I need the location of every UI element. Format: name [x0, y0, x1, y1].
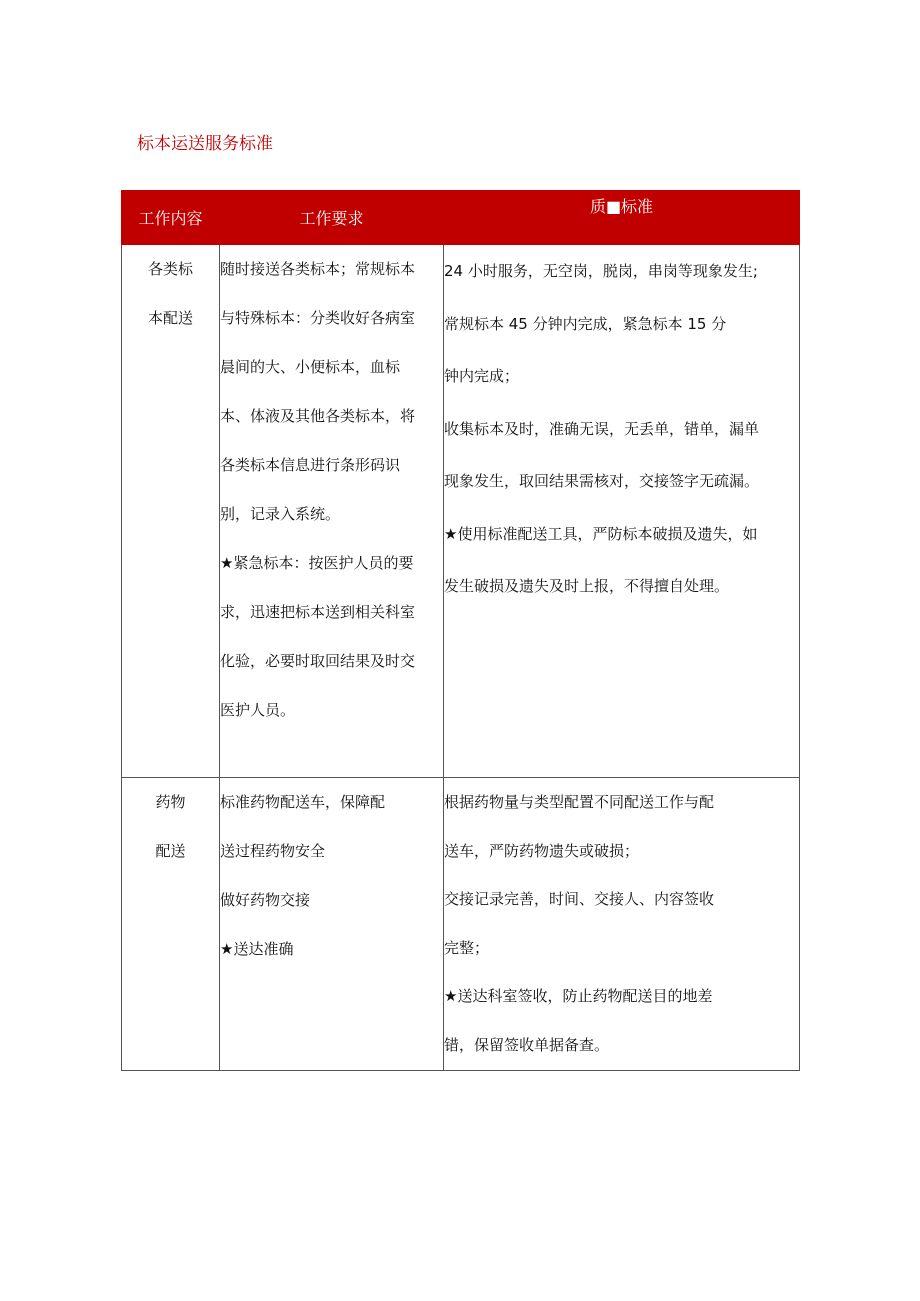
- category-cell: [122, 778, 220, 1071]
- standard-line: 根据药物量与类型配置不同配送工作与配: [444, 793, 715, 811]
- standard-line: 错，保留签收单据备查。: [444, 1035, 610, 1054]
- standard-line: 钟内完成；: [444, 367, 520, 385]
- requirement-line: 随时接送各类标本；常规标本: [220, 260, 416, 278]
- header-work-requirements: 工作要求: [220, 191, 444, 245]
- requirement-line: 做好药物交接: [220, 891, 311, 909]
- requirement-line: 化验，必要时取回结果及时交: [220, 652, 416, 670]
- requirement-line: 标准药物配送车，保障配: [220, 793, 386, 811]
- requirement-line: 与特殊标本：分类收好各病室: [220, 309, 416, 327]
- category-line: 配送: [155, 842, 186, 860]
- requirement-line: 医护人员。: [220, 701, 296, 719]
- requirement-line: 求，迅速把标本送到相关科室: [220, 603, 416, 621]
- table-row: [122, 245, 800, 778]
- requirements-cell: [220, 245, 444, 778]
- category-cell: [122, 245, 220, 778]
- standard-line: 发生破损及遗失及时上报，不得擅自处理。: [444, 577, 730, 595]
- requirement-line: 各类标本信息进行条形码识: [220, 456, 401, 474]
- requirement-line: ★紧急标本：按医护人员的要: [220, 554, 414, 572]
- table-header-row: [122, 191, 800, 245]
- category-line: 本配送: [147, 309, 193, 327]
- requirements-cell: [220, 778, 444, 1071]
- category-line: 各类标: [147, 260, 193, 278]
- standard-line: 完整；: [444, 938, 490, 957]
- requirement-line: ★送达准确: [220, 940, 294, 958]
- table-row: [122, 778, 800, 1071]
- requirement-line: 晨间的大、小便标本，血标: [220, 358, 401, 376]
- service-standard-table: [121, 190, 800, 1071]
- header-quality-standard: 质■标准: [444, 191, 800, 245]
- standard-line: 交接记录完善，时间、交接人、内容签收: [444, 890, 715, 908]
- requirement-line: 送过程药物安全: [220, 842, 326, 860]
- category-line: 药物: [155, 793, 186, 811]
- standards-cell: [444, 245, 800, 778]
- document-title: 标本运送服务标准: [137, 134, 273, 154]
- standard-line: 现象发生，取回结果需核对，交接签字无疏漏。: [444, 472, 760, 490]
- standard-line: ★使用标准配送工具，严防标本破损及遗失，如: [444, 524, 758, 543]
- requirement-line: 别，记录入系统。: [220, 505, 341, 523]
- standards-cell: [444, 778, 800, 1071]
- standard-line: 送车，严防药物遗失或破损；: [444, 841, 640, 860]
- header-work-content: 工作内容: [122, 191, 220, 245]
- standard-line: 24 小时服务，无空岗，脱岗，串岗等现象发生;: [444, 262, 758, 280]
- standard-line: 收集标本及时，准确无误，无丢单，错单，漏单: [444, 419, 760, 438]
- standard-line: 常规标本 45 分钟内完成，紧急标本 15 分: [444, 314, 727, 333]
- requirement-line: 本、体液及其他各类标本，将: [220, 407, 416, 425]
- standard-line: ★送达科室签收，防止药物配送目的地差: [444, 987, 713, 1005]
